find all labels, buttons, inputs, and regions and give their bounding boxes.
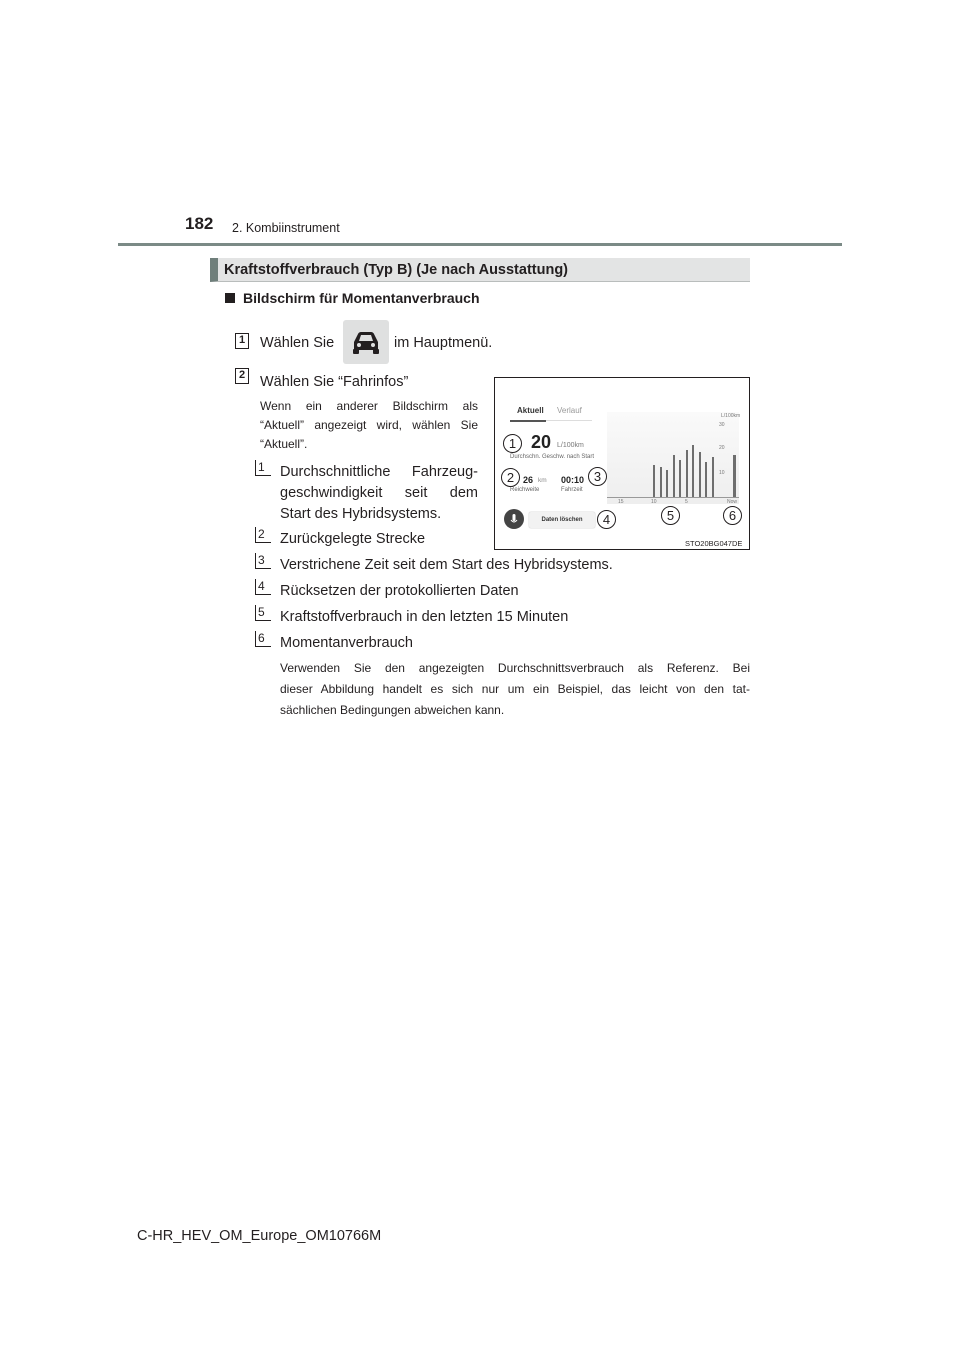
item-line: Start des Hybridsystems. bbox=[280, 506, 442, 522]
chart-bar-recent bbox=[686, 450, 688, 498]
x-tick-label: 5 bbox=[685, 499, 688, 505]
callout-2: 2 bbox=[501, 468, 520, 487]
item-marker-4: 4 bbox=[255, 579, 271, 595]
voice-button bbox=[504, 509, 524, 529]
step-1-text-after: im Hauptmenü. bbox=[394, 335, 493, 351]
chart-bar-recent bbox=[666, 470, 668, 498]
subsection-title: Bildschirm für Momentanverbrauch bbox=[243, 290, 480, 306]
closing-note bbox=[280, 658, 750, 721]
callout-6: 6 bbox=[723, 506, 742, 525]
item-line: geschwindigkeit seit dem bbox=[280, 485, 478, 501]
car-icon bbox=[343, 320, 389, 364]
item-marker-1: 1 bbox=[255, 460, 271, 476]
section-title: Kraftstoffverbrauch (Typ B) (Je nach Ausstattung) bbox=[224, 262, 568, 278]
step-number-1: 1 bbox=[235, 333, 249, 349]
range-unit: km bbox=[538, 477, 547, 484]
item-line: Durchschnittliche Fahrzeug- bbox=[280, 464, 478, 480]
step-2-text: Wählen Sie “Fahrinfos” bbox=[260, 374, 409, 390]
callout-3: 3 bbox=[588, 467, 607, 486]
x-tick-label: 10 bbox=[651, 499, 657, 505]
chapter-title: 2. Kombiinstrument bbox=[232, 221, 340, 235]
y-tick-label: 30 bbox=[719, 422, 725, 428]
figure-code: STO20BG047DE bbox=[685, 539, 743, 548]
step-1-text-before: Wählen Sie bbox=[260, 335, 335, 351]
item-1-text bbox=[280, 462, 478, 525]
item-2-text: Zurückgelegte Strecke bbox=[280, 531, 426, 547]
item-marker-3: 3 bbox=[255, 553, 271, 569]
range-label: Reichweite bbox=[510, 487, 540, 493]
item-6-text: Momentanverbrauch bbox=[280, 635, 413, 651]
chart-unit-label: L/100km bbox=[721, 413, 741, 419]
item-4-text: Rücksetzen der protokollierten Daten bbox=[280, 583, 519, 599]
active-tab-indicator bbox=[510, 420, 546, 422]
note-line: “Aktuell” angezeigt wird, wählen Sie bbox=[260, 418, 478, 432]
y-tick-label: 10 bbox=[719, 470, 725, 476]
x-tick-label: Now bbox=[727, 499, 738, 505]
note-line: Wenn ein anderer Bildschirm als bbox=[260, 399, 478, 413]
avg-label: Durchschn. Geschw. nach Start bbox=[510, 454, 595, 460]
header-rule bbox=[118, 243, 842, 246]
step-2-note bbox=[260, 397, 478, 454]
note-line: dieser Abbildung handelt es sich nur um ein Beispiel, das leicht von den tat- bbox=[280, 682, 750, 696]
reset-button: Daten löschen bbox=[529, 512, 595, 528]
chart-bar-recent bbox=[679, 460, 681, 498]
tab-verlauf: Verlauf bbox=[557, 406, 582, 415]
chart-bar-recent bbox=[653, 465, 655, 498]
page-number: 182 bbox=[185, 214, 214, 233]
square-bullet-icon bbox=[225, 293, 235, 303]
microphone-icon bbox=[504, 509, 524, 529]
item-marker-2: 2 bbox=[255, 527, 271, 543]
x-axis-line bbox=[607, 497, 739, 498]
chart-bar-recent bbox=[712, 457, 714, 497]
item-3-text: Verstrichene Zeit seit dem Start des Hybridsystems. bbox=[280, 557, 613, 573]
x-tick-label: 15 bbox=[618, 499, 624, 505]
range-value: 26 bbox=[523, 475, 534, 485]
y-tick-label: 20 bbox=[719, 445, 725, 451]
avg-value: 20 bbox=[531, 432, 552, 452]
tab-aktuell: Aktuell bbox=[517, 406, 544, 415]
screen-illustration bbox=[494, 377, 750, 550]
chart-bar-recent bbox=[660, 467, 662, 497]
item-5-text: Kraftstoffverbrauch in den letzten 15 Minuten bbox=[280, 609, 569, 625]
step-number-2: 2 bbox=[235, 368, 249, 384]
note-line: Verwenden Sie den angezeigten Durchschnittsverbrauch als Referenz. Bei bbox=[280, 661, 750, 675]
document-id: C-HR_HEV_OM_Europe_OM10766M bbox=[137, 1228, 382, 1244]
chart-bar-instant bbox=[733, 455, 736, 498]
callout-5: 5 bbox=[661, 506, 680, 525]
note-line: sächlichen Bedingungen abweichen kann. bbox=[280, 703, 505, 717]
callout-4: 4 bbox=[597, 510, 616, 529]
avg-unit: L/100km bbox=[557, 442, 584, 449]
callout-1: 1 bbox=[503, 434, 522, 453]
item-marker-5: 5 bbox=[255, 605, 271, 621]
time-value: 00:10 bbox=[561, 475, 585, 485]
chart-bar-recent bbox=[699, 452, 701, 497]
chart-bar-recent bbox=[705, 462, 707, 497]
time-label: Fahrzeit bbox=[561, 487, 583, 493]
item-marker-6: 6 bbox=[255, 631, 271, 647]
chart-bar-recent bbox=[673, 455, 675, 498]
chart-bar-recent bbox=[692, 445, 694, 498]
note-line: “Aktuell”. bbox=[260, 437, 308, 451]
subsection-heading bbox=[225, 290, 480, 306]
